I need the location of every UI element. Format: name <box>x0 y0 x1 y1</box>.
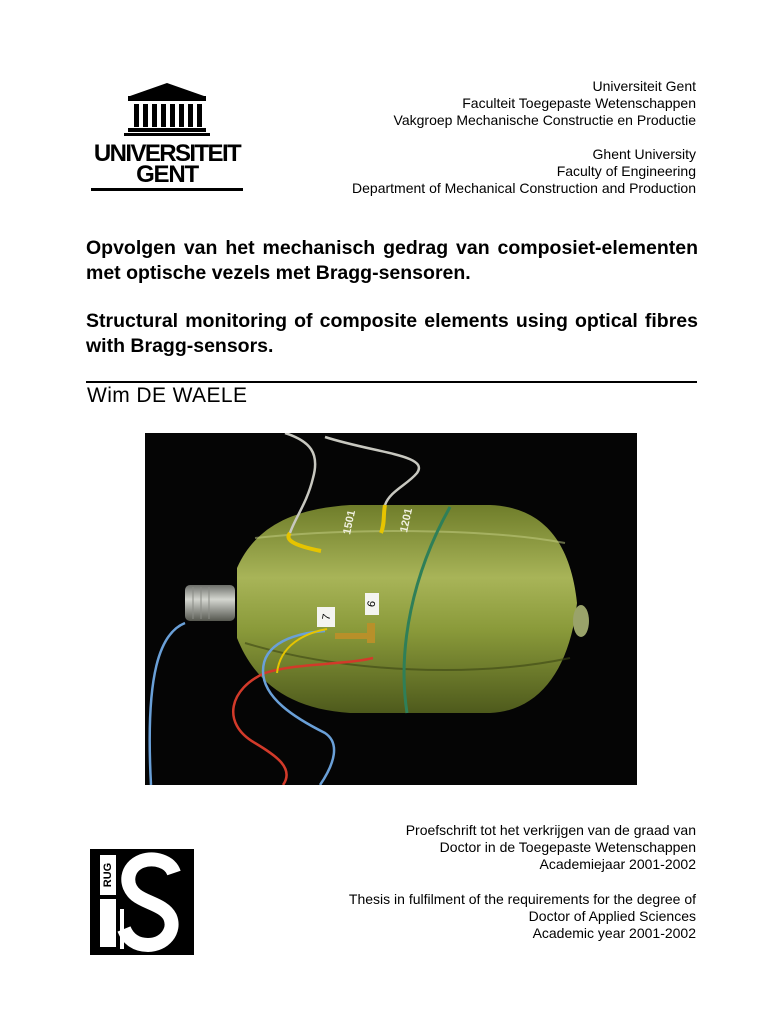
ghent-university-logo <box>88 80 246 194</box>
author-name: Wim DE WAELE <box>87 384 248 407</box>
logo-ug-line-1: UNIVERSITEIT <box>93 140 241 167</box>
university-name-en: Ghent University <box>592 146 696 162</box>
faculty-name-en: Faculty of Engineering <box>556 163 696 179</box>
sensor-tag-7: 7 <box>320 613 334 622</box>
sensor-tag-6: 6 <box>365 599 379 608</box>
thesis-title-english: Structural monitoring of composite elements using optical fibres with Bragg-sensors. <box>86 310 698 357</box>
logo-temple-roof <box>130 83 204 96</box>
affiliation-dutch <box>394 78 696 129</box>
rug-logo-text: RUG <box>101 862 114 888</box>
degree-name-nl: Doctor in de Toegepaste Wetenschappen <box>439 839 696 855</box>
degree-name-en: Doctor of Applied Sciences <box>528 908 696 924</box>
degree-statement-en: Thesis in fulfilment of the requirements for the degree of <box>348 891 696 907</box>
academic-year-nl: Academiejaar 2001-2002 <box>539 856 696 872</box>
thesis-title-dutch: Opvolgen van het mechanisch gedrag van composiet-elementen met optische vezels met Bragg-sensoren. <box>86 237 698 284</box>
vessel-marking-2: 1201 <box>398 507 416 534</box>
thesis-statement-english <box>349 891 696 942</box>
faculty-name-nl: Faculteit Toegepaste Wetenschappen <box>462 95 696 111</box>
academic-year-en: Academic year 2001-2002 <box>532 925 696 941</box>
university-name-nl: Universiteit Gent <box>592 78 696 94</box>
pressure-vessel-illustration <box>145 433 637 785</box>
degree-statement-nl: Proefschrift tot het verkrijgen van de graad van <box>405 822 696 838</box>
thesis-statement-dutch <box>406 822 696 873</box>
pressure-vessel-photo <box>145 433 637 785</box>
logo-ug-line-2: GENT <box>136 161 198 188</box>
rug-logo <box>90 849 194 955</box>
department-name-nl: Vakgroep Mechanische Constructie en Productie <box>393 112 696 128</box>
department-name-en: Department of Mechanical Construction and Production <box>352 180 696 196</box>
affiliation-english <box>352 146 696 197</box>
vessel-marking-1: 1501 <box>341 509 359 536</box>
